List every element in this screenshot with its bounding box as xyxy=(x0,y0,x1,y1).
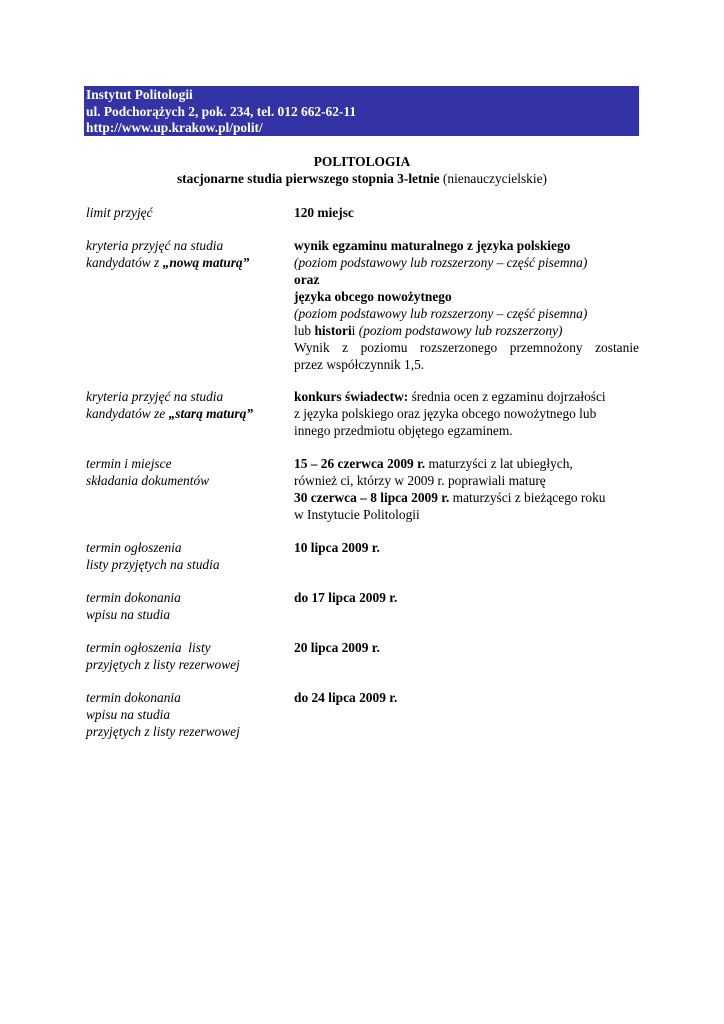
value-new-matura-v2: (poziom podstawowy lub rozszerzony – część pisemna) xyxy=(294,255,588,270)
program-subtitle-rest: (nienauczycielskie) xyxy=(439,171,548,186)
value-new-matura xyxy=(294,237,639,373)
value-new-matura-v6-pre: lub xyxy=(294,323,315,338)
value-limit: 120 miejsc xyxy=(294,205,354,220)
institute-name: Instytut Politologii xyxy=(86,87,193,102)
value-old-matura-v1-bold: konkurs świadectw: xyxy=(294,389,409,404)
label-new-matura-bold: „nową maturą” xyxy=(162,255,250,270)
value-documents-v3 xyxy=(294,489,639,506)
value-new-matura-v1: wynik egzaminu maturalnego z języka polskiego xyxy=(294,238,571,253)
value-old-matura-v2: z języka polskiego oraz języka obcego nowożytnego lub xyxy=(294,406,597,421)
value-documents-v3-rest: maturzyści z bieżącego roku xyxy=(449,490,606,505)
value-new-matura-v6-mid: i xyxy=(351,323,359,338)
value-old-matura xyxy=(294,388,639,439)
value-new-matura-v7: Wynik z poziomu rozszerzonego przemnożony zostanie xyxy=(294,340,639,355)
label-reserve-announcement-line2: przyjętych z listy rezerwowej xyxy=(86,657,240,672)
value-new-matura-v6-italic: (poziom podstawowy lub rozszerzony) xyxy=(358,323,563,338)
label-announcement-line2: listy przyjętych na studia xyxy=(86,557,220,572)
label-new-matura xyxy=(86,237,286,271)
label-documents-line2: składania dokumentów xyxy=(86,473,210,488)
label-old-matura-line1: kryteria przyjęć na studia xyxy=(86,389,224,404)
value-new-matura-v3: oraz xyxy=(294,272,320,287)
label-enrollment-line1: termin dokonania xyxy=(86,590,181,605)
value-new-matura-v8: przez współczynnik 1,5. xyxy=(294,357,425,372)
label-announcement-line1: termin ogłoszenia xyxy=(86,540,182,555)
label-old-matura xyxy=(86,388,286,422)
label-reserve-announcement xyxy=(86,639,286,673)
value-reserve-enrollment: do 24 lipca 2009 r. xyxy=(294,690,398,705)
label-documents xyxy=(86,455,286,489)
label-enrollment xyxy=(86,589,286,623)
label-old-matura-bold: „starą maturą” xyxy=(168,406,254,421)
label-new-matura-pre: kandydatów z xyxy=(86,255,163,270)
label-old-matura-pre: kandydatów ze xyxy=(86,406,169,421)
label-reserve-enrollment-line1: termin dokonania xyxy=(86,690,181,705)
document-title-block xyxy=(0,153,724,187)
label-reserve-enrollment-line2: wpisu na studia xyxy=(86,707,171,722)
institute-address: ul. Podchorążych 2, pok. 234, tel. 012 662-62-11 xyxy=(86,103,357,119)
program-title: POLITOLOGIA xyxy=(313,154,411,169)
program-subtitle xyxy=(0,170,724,187)
value-documents xyxy=(294,455,639,523)
value-old-matura-v1-rest: średnia ocen z egzaminu dojrzałości xyxy=(408,389,606,404)
label-announcement xyxy=(86,539,286,573)
value-old-matura-v3: innego przedmiotu objętego egzaminem. xyxy=(294,423,513,438)
institute-header xyxy=(84,86,639,136)
label-old-matura-line2 xyxy=(86,405,286,422)
value-documents-v4: w Instytucie Politologii xyxy=(294,507,420,522)
value-enrollment: do 17 lipca 2009 r. xyxy=(294,590,398,605)
value-new-matura-v6 xyxy=(294,322,639,339)
label-documents-line1: termin i miejsce xyxy=(86,456,172,471)
label-new-matura-line2 xyxy=(86,254,286,271)
value-documents-v2: również ci, którzy w 2009 r. poprawiali maturę xyxy=(294,473,546,488)
label-enrollment-line2: wpisu na studia xyxy=(86,607,171,622)
program-subtitle-bold: stacjonarne studia pierwszego stopnia 3-letnie xyxy=(176,171,440,186)
value-old-matura-v1 xyxy=(294,388,639,405)
label-limit: limit przyjęć xyxy=(86,205,153,220)
value-documents-v3-bold: 30 czerwca – 8 lipca 2009 r. xyxy=(294,490,450,505)
value-reserve-announcement: 20 lipca 2009 r. xyxy=(294,640,380,655)
institute-url[interactable]: http://www.up.krakow.pl/polit/ xyxy=(86,120,263,135)
label-reserve-enrollment xyxy=(86,689,286,740)
value-new-matura-v6-bold: histori xyxy=(314,323,352,338)
value-documents-v1-rest: maturzyści z lat ubiegłych, xyxy=(425,456,573,471)
label-reserve-enrollment-line3: przyjętych z listy rezerwowej xyxy=(86,724,240,739)
value-announcement: 10 lipca 2009 r. xyxy=(294,540,380,555)
value-new-matura-v4: języka obcego nowożytnego xyxy=(294,289,452,304)
value-documents-v1-bold: 15 – 26 czerwca 2009 r. xyxy=(294,456,426,471)
label-new-matura-line1: kryteria przyjęć na studia xyxy=(86,238,224,253)
value-new-matura-v5: (poziom podstawowy lub rozszerzony – część pisemna) xyxy=(294,306,588,321)
value-documents-v1 xyxy=(294,455,639,472)
label-reserve-announcement-line1: termin ogłoszenia listy xyxy=(86,640,211,655)
